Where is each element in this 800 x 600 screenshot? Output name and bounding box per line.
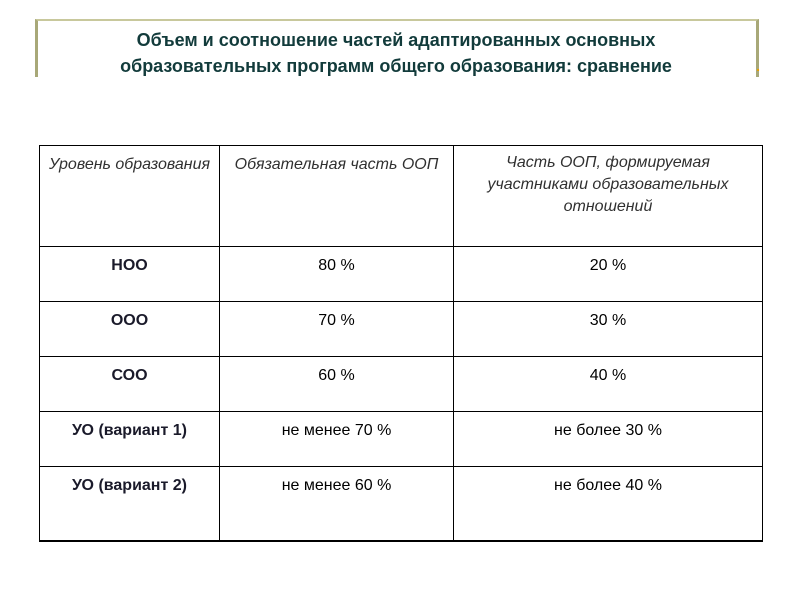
comparison-table [39,145,763,542]
title-line-1: Объем и соотношение частей адаптированных основных [136,30,656,50]
cell-mandatory: 70 % [220,302,454,357]
cell-participants: 30 % [454,302,763,357]
header-mandatory: Обязательная часть ООП [220,146,454,247]
page-title [40,27,760,79]
cell-participants: 40 % [454,357,763,412]
title-line-2: образовательных программ общего образования: сравнение [120,56,672,76]
cell-level: СОО [40,357,220,412]
cell-level: УО (вариант 1) [40,412,220,467]
cell-level: НОО [40,247,220,302]
table-header-row [40,146,763,247]
cell-participants: 20 % [454,247,763,302]
table-row [40,302,763,357]
cell-mandatory: 80 % [220,247,454,302]
cell-mandatory: не менее 70 % [220,412,454,467]
table-row [40,412,763,467]
header-level: Уровень образования [40,146,220,247]
table-bottom-rule [39,540,763,542]
cell-mandatory: 60 % [220,357,454,412]
table-row [40,467,763,542]
title-bullet-dot: . [756,58,760,74]
cell-participants: не более 30 % [454,412,763,467]
table-row [40,357,763,412]
table-row [40,247,763,302]
cell-participants: не более 40 % [454,467,763,542]
cell-mandatory: не менее 60 % [220,467,454,542]
cell-level: УО (вариант 2) [40,467,220,542]
cell-level: ООО [40,302,220,357]
header-participants: Часть ООП, формируемая участниками образовательных отношений [454,146,763,247]
